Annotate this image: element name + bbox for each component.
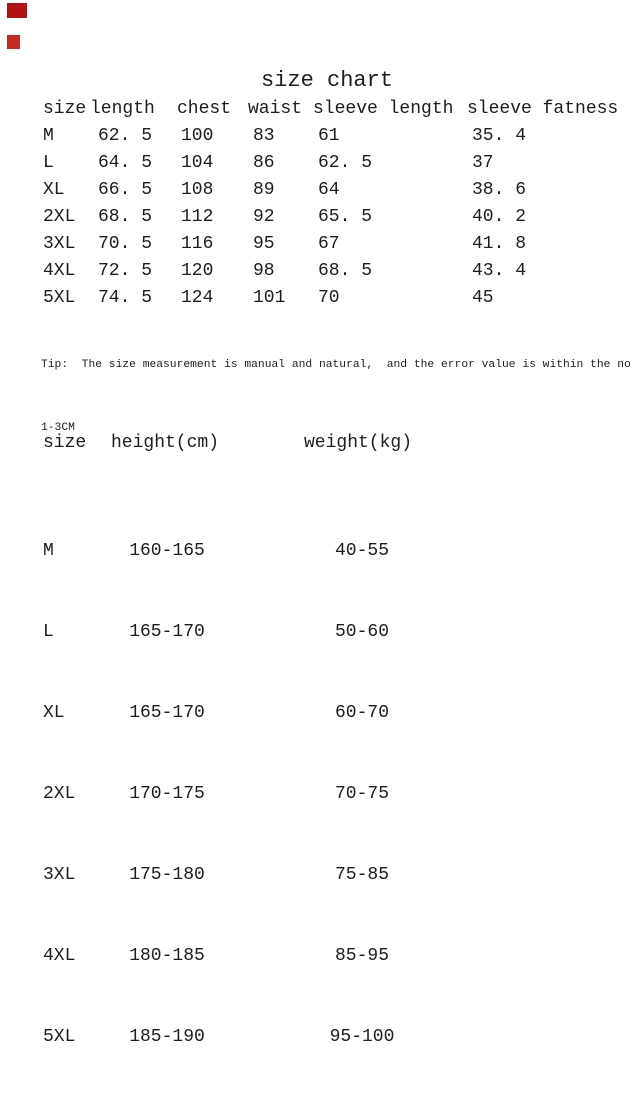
col-header-size: size xyxy=(43,433,87,453)
cell-weight: 40-55 xyxy=(334,541,389,561)
cell-length: 66. 5 xyxy=(98,180,153,200)
col-header-waist: waist xyxy=(248,99,303,119)
cell-chest: 124 xyxy=(181,288,214,308)
table-row xyxy=(0,177,635,204)
cell-weight: 85-95 xyxy=(334,946,389,966)
cell-size: M xyxy=(43,541,54,561)
table-row xyxy=(0,1024,635,1051)
cell-sleeve-fatness: 45 xyxy=(472,288,494,308)
size-table-header-row xyxy=(0,96,635,123)
cell-sleeve-length: 65. 5 xyxy=(318,207,373,227)
cell-chest: 100 xyxy=(181,126,214,146)
cell-chest: 108 xyxy=(181,180,214,200)
cell-waist: 92 xyxy=(253,207,275,227)
cell-weight: 50-60 xyxy=(334,622,389,642)
table-row xyxy=(0,231,635,258)
cell-chest: 116 xyxy=(181,234,214,254)
cell-height: 165-170 xyxy=(129,622,205,642)
cell-size: 5XL xyxy=(43,1027,76,1047)
table-row xyxy=(0,204,635,231)
fit-table-header-row xyxy=(0,430,635,457)
table-row xyxy=(0,619,635,646)
cell-weight: 95-100 xyxy=(329,1027,395,1047)
table-row xyxy=(0,150,635,177)
cell-sleeve-fatness: 43. 4 xyxy=(472,261,527,281)
col-header-length: length xyxy=(90,99,155,119)
cell-height: 165-170 xyxy=(129,703,205,723)
cell-length: 72. 5 xyxy=(98,261,153,281)
height-weight-table xyxy=(0,376,635,1105)
table-row xyxy=(0,781,635,808)
red-mark-top-icon xyxy=(7,3,27,18)
cell-size: 3XL xyxy=(43,865,76,885)
cell-size: L xyxy=(43,153,54,173)
cell-chest: 112 xyxy=(181,207,214,227)
cell-sleeve-fatness: 38. 6 xyxy=(472,180,527,200)
cell-sleeve-fatness: 40. 2 xyxy=(472,207,527,227)
table-row xyxy=(0,862,635,889)
cell-height: 180-185 xyxy=(129,946,205,966)
col-header-sleeve-length: sleeve length xyxy=(313,99,454,119)
cell-size: 2XL xyxy=(43,784,76,804)
cell-size: L xyxy=(43,622,54,642)
cell-weight: 75-85 xyxy=(334,865,389,885)
col-header-size: size xyxy=(43,99,87,119)
cell-sleeve-length: 64 xyxy=(318,180,340,200)
col-header-sleeve-fatness: sleeve fatness xyxy=(467,99,619,119)
cell-length: 70. 5 xyxy=(98,234,153,254)
cell-height: 170-175 xyxy=(129,784,205,804)
tip-line-1: Tip: The size measurement is manual and natural, and the error value is within the no xyxy=(41,359,631,371)
cell-sleeve-length: 68. 5 xyxy=(318,261,373,281)
red-mark-bottom-icon xyxy=(7,35,20,49)
cell-chest: 104 xyxy=(181,153,214,173)
cell-size: 5XL xyxy=(43,288,76,308)
cell-size: 2XL xyxy=(43,207,76,227)
cell-sleeve-length: 67 xyxy=(318,234,340,254)
col-header-weight: weight(kg) xyxy=(304,433,413,453)
cell-chest: 120 xyxy=(181,261,214,281)
cell-weight: 70-75 xyxy=(334,784,389,804)
cell-sleeve-length: 62. 5 xyxy=(318,153,373,173)
cell-sleeve-fatness: 37 xyxy=(472,153,494,173)
page-title: size chart xyxy=(260,68,394,93)
cell-height: 175-180 xyxy=(129,865,205,885)
cell-waist: 98 xyxy=(253,261,275,281)
cell-sleeve-length: 61 xyxy=(318,126,340,146)
cell-waist: 86 xyxy=(253,153,275,173)
cell-length: 64. 5 xyxy=(98,153,153,173)
cell-weight: 60-70 xyxy=(334,703,389,723)
table-row xyxy=(0,123,635,150)
table-row xyxy=(0,700,635,727)
cell-waist: 101 xyxy=(253,288,286,308)
table-row xyxy=(0,538,635,565)
cell-height: 185-190 xyxy=(129,1027,205,1047)
cell-waist: 89 xyxy=(253,180,275,200)
col-header-chest: chest xyxy=(177,99,232,119)
col-header-height: height(cm) xyxy=(111,433,220,453)
cell-size: M xyxy=(43,126,54,146)
table-row xyxy=(0,943,635,970)
size-measurement-table xyxy=(0,96,635,312)
cell-length: 68. 5 xyxy=(98,207,153,227)
cell-sleeve-fatness: 35. 4 xyxy=(472,126,527,146)
table-row xyxy=(0,285,635,312)
table-row xyxy=(0,258,635,285)
cell-length: 74. 5 xyxy=(98,288,153,308)
cell-size: 4XL xyxy=(43,261,76,281)
cell-height: 160-165 xyxy=(129,541,205,561)
tip-line-2: 1-3CM xyxy=(41,422,75,434)
cell-size: XL xyxy=(43,703,65,723)
cell-size: XL xyxy=(43,180,65,200)
cell-size: 4XL xyxy=(43,946,76,966)
cell-sleeve-length: 70 xyxy=(318,288,340,308)
cell-sleeve-fatness: 41. 8 xyxy=(472,234,527,254)
cell-length: 62. 5 xyxy=(98,126,153,146)
cell-waist: 83 xyxy=(253,126,275,146)
cell-waist: 95 xyxy=(253,234,275,254)
cell-size: 3XL xyxy=(43,234,76,254)
